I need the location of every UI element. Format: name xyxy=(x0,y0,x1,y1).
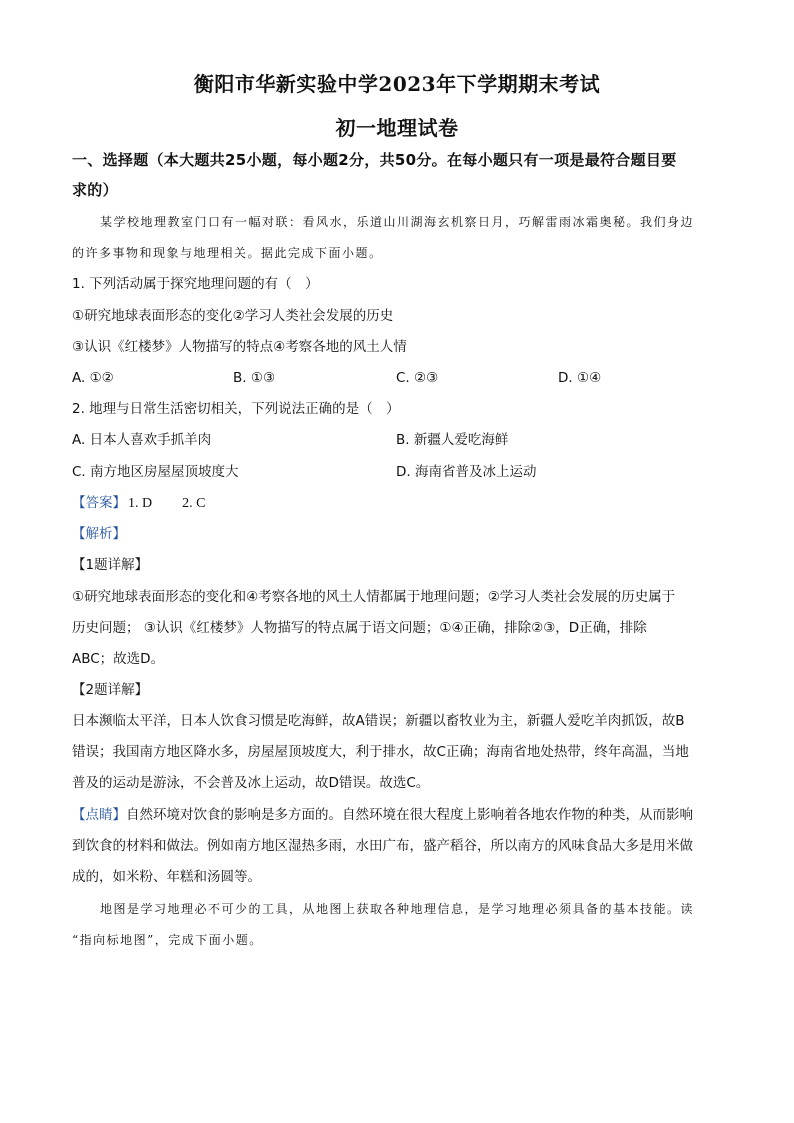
point-line3: 成的，如米粉、年糕和汤圆等。 xyxy=(72,869,261,885)
analysis-label: 【解析】 xyxy=(72,526,126,542)
detail2-label: 【2题详解】 xyxy=(72,682,149,698)
q2-option-d[interactable]: D. 海南省普及冰上运动 xyxy=(396,464,537,480)
detail1-line1: ①研究地球表面形态的变化和④考察各地的风土人情都属于地理问题；②学习人类社会发展的历史属于 xyxy=(72,589,676,605)
q2-option-c[interactable]: C. 南方地区房屋屋顶坡度大 xyxy=(72,464,239,480)
section-heading-line2: 求的） xyxy=(72,181,118,199)
detail1-line3: ABC；故选D。 xyxy=(72,651,165,667)
q1-item-line1: ①研究地球表面形态的变化②学习人类社会发展的历史 xyxy=(72,308,394,324)
q2-option-a[interactable]: A. 日本人喜欢手抓羊肉 xyxy=(72,432,212,448)
exam-title: 衡阳市华新实验中学2023年下学期期末考试 xyxy=(193,72,601,96)
answer-line xyxy=(72,493,724,514)
q2-stem: 2. 地理与日常生活密切相关，下列说法正确的是（ ） xyxy=(72,401,400,417)
exam-subtitle: 初一地理试卷 xyxy=(335,116,459,140)
detail2-line3: 普及的运动是游泳，不会普及冰上运动，故D错误。故选C。 xyxy=(72,775,430,791)
q1-option-a[interactable]: A. ①② xyxy=(72,370,114,386)
detail2-line2: 错误；我国南方地区降水多，房屋屋顶坡度大，利于排水，故C正确；海南省地处热带，终年高温，当地 xyxy=(72,744,689,760)
detail1-label: 【1题详解】 xyxy=(72,557,149,573)
material2-line1: 地图是学习地理必不可少的工具，从地图上获取各种地理信息，是学习地理必须具备的基本技能。读 xyxy=(100,902,695,916)
point-label: 【点睛】 xyxy=(72,807,126,823)
q1-stem: 1. 下列活动属于探究地理问题的有（ ） xyxy=(72,276,319,292)
answer-label: 【答案】 xyxy=(72,495,126,511)
q1-item-line2: ③认识《红楼梦》人物描写的特点④考察各地的风土人情 xyxy=(72,339,407,355)
point-line1: 【点睛】自然环境对饮食的影响是多方面的。自然环境在很大程度上影响着各地农作物的种类，从而影响 xyxy=(72,807,693,823)
answer-value-2: 2. C xyxy=(182,496,206,511)
section-heading-line1: 一、选择题（本大题共25小题，每小题2分，共50分。在每小题只有一项是最符合题目要 xyxy=(72,151,677,169)
detail1-line2: 历史问题； ③认识《红楼梦》人物描写的特点属于语文问题；①④正确，排除②③，D正确，排除 xyxy=(72,620,647,636)
q1-option-c[interactable]: C. ②③ xyxy=(396,370,439,386)
q1-option-d[interactable]: D. ①④ xyxy=(558,370,602,386)
point-line2: 到饮食的材料和做法。例如南方地区湿热多雨，水田广布，盛产稻谷，所以南方的风味食品大多是用米做 xyxy=(72,838,693,854)
material2-line2: “指向标地图”，完成下面小题。 xyxy=(72,933,263,947)
q1-option-b[interactable]: B. ①③ xyxy=(233,370,276,386)
material1-line1: 某学校地理教室门口有一幅对联：看风水，乐道山川湖海玄机察日月，巧解雷雨冰霜奥秘。我们身边 xyxy=(100,215,695,229)
material1-line2: 的许多事物和现象与地理相关。据此完成下面小题。 xyxy=(72,246,383,260)
q2-option-b[interactable]: B. 新疆人爱吃海鲜 xyxy=(396,432,509,448)
detail2-line1: 日本濒临太平洋，日本人饮食习惯是吃海鲜，故A错误；新疆以畜牧业为主，新疆人爱吃羊肉抓饭，故B xyxy=(72,713,685,729)
answer-value-1: 1. D xyxy=(128,496,153,511)
